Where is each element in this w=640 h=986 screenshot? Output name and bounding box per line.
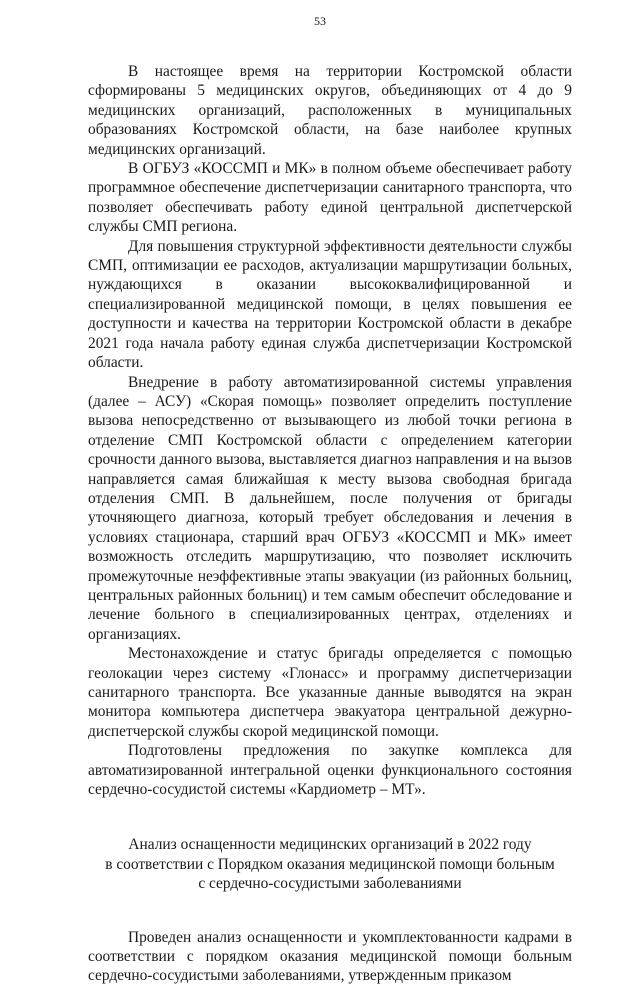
section-heading-line-2: в соответствии с Порядком оказания медицинской помощи больным [105,855,555,873]
paragraph-asu-ambulance: Внедрение в работу автоматизированной системы управления (далее – АСУ) «Скорая помощь» позволяет определить поступление вызова непосредственно от вызывающего из любой точки региона в отделение СМП Костромской области с определением категории срочности данного вызова, выставляется диагноз направления и на вызов направляется самая ближайшая к месту вызова свободная бригада отделения СМП. В дальнейшем, после получения от бригады уточняющего диагноза, который требует обследования и лечения в условиях стационара, старший врач ОГБУЗ «КОССМП и МК» имеет возможность отследить маршрутизацию, что позволяет исключить промежуточные неэффективные этапы эвакуации (из районных больниц, центральных районных больниц) и тем самым обеспечит обследование и лечение больного в специализированных центрах, отделениях и организациях. [88,373,572,643]
document-body [88,62,572,986]
section-heading [88,835,572,893]
paragraph-glonass-tracking: Местонахождение и статус бригады определяется с помощью геолокации через систему «Глонасс» и программу диспетчеризации санитарного транспорта. Все указанные данные выводятся на экран монитора компьютера диспетчера эвакуатора центральной дежурно-диспетчерской службы скорой медицинской помощи. [88,645,572,740]
page-number: 53 [314,14,326,28]
paragraph-dispatch-software: В ОГБУЗ «КОССМП и МК» в полном объеме обеспечивает работу программное обеспечение диспетчеризации санитарного транспорта, что позволяет обеспечивать работу единой центральной диспетчерской службы СМП региона. [88,160,572,236]
paragraph-equipment-analysis: Проведен анализ оснащенности и укомплектованности кадрами в соответствии с порядком оказания медицинской помощи больным сердечно-сосудистыми заболеваниями, утвержденным приказом [88,928,572,985]
paragraph-unified-dispatch: Для повышения структурной эффективности деятельности службы СМП, оптимизации ее расходов, актуализации маршрутизации больных, нуждающихся в оказании высококвалифицированной и специализированной медицинской помощи, в целях повышения ее доступности и качества на территории Костромской области в декабре 2021 года начала работу единая служба диспетчеризации Костромской области. [88,237,572,372]
section-heading-line-1: Анализ оснащенности медицинских организаций в 2022 году [128,836,532,854]
paragraph-medical-districts: В настоящее время на территории Костромской области сформированы 5 медицинских округов, объединяющих от 4 до 9 медицинских организаций, расположенных в муниципальных образованиях Костромской области, на базе наиболее крупных медицинских организаций. [88,63,572,158]
section-heading-line-3: с сердечно-сосудистыми заболеваниями [198,875,462,893]
paragraph-cardiometer-proposal: Подготовлены предложения по закупке комплекса для автоматизированной интегральной оценки функционального состояния сердечно-сосудистой системы «Кардиометр – МТ». [88,742,572,799]
